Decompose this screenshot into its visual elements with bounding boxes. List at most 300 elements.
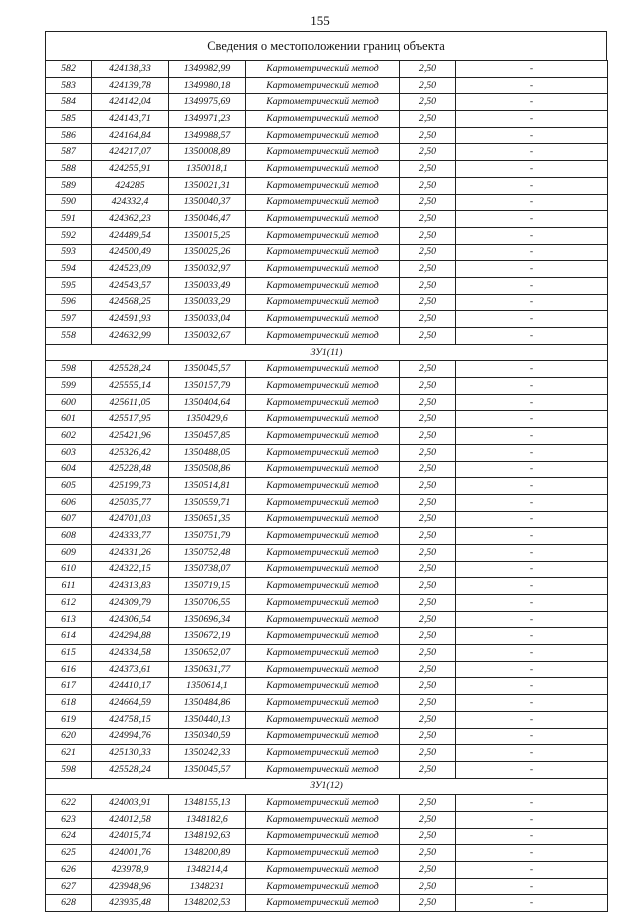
description-cell: - xyxy=(456,695,608,712)
y-coordinate-cell: 1350032,97 xyxy=(169,261,246,278)
method-cell: Картометрический метод xyxy=(246,761,400,778)
table-row xyxy=(46,361,608,378)
x-coordinate-cell: 425130,33 xyxy=(92,745,169,762)
accuracy-cell: 2,50 xyxy=(400,561,456,578)
accuracy-cell: 2,50 xyxy=(400,895,456,912)
y-coordinate-cell: 1350021,31 xyxy=(169,177,246,194)
table-row xyxy=(46,144,608,161)
y-coordinate-cell: 1350631,77 xyxy=(169,661,246,678)
y-coordinate-cell: 1349982,99 xyxy=(169,61,246,78)
accuracy-cell: 2,50 xyxy=(400,444,456,461)
method-cell: Картометрический метод xyxy=(246,177,400,194)
accuracy-cell: 2,50 xyxy=(400,761,456,778)
description-cell: - xyxy=(456,645,608,662)
method-cell: Картометрический метод xyxy=(246,378,400,395)
x-coordinate-cell: 423978,9 xyxy=(92,862,169,879)
y-coordinate-cell: 1350508,86 xyxy=(169,461,246,478)
method-cell: Картометрический метод xyxy=(246,611,400,628)
point-number-cell: 597 xyxy=(46,311,92,328)
method-cell: Картометрический метод xyxy=(246,578,400,595)
x-coordinate-cell: 424001,76 xyxy=(92,845,169,862)
table-row xyxy=(46,795,608,812)
point-number-cell: 584 xyxy=(46,94,92,111)
accuracy-cell: 2,50 xyxy=(400,261,456,278)
accuracy-cell: 2,50 xyxy=(400,77,456,94)
table-row xyxy=(46,211,608,228)
y-coordinate-cell: 1349975,69 xyxy=(169,94,246,111)
y-coordinate-cell: 1350046,47 xyxy=(169,211,246,228)
method-cell: Картометрический метод xyxy=(246,728,400,745)
point-number-cell: 596 xyxy=(46,294,92,311)
y-coordinate-cell: 1348182,6 xyxy=(169,811,246,828)
y-coordinate-cell: 1350719,15 xyxy=(169,578,246,595)
table-row xyxy=(46,461,608,478)
method-cell: Картометрический метод xyxy=(246,478,400,495)
y-coordinate-cell: 1350018,1 xyxy=(169,161,246,178)
y-coordinate-cell: 1350738,07 xyxy=(169,561,246,578)
x-coordinate-cell: 424373,61 xyxy=(92,661,169,678)
method-cell: Картометрический метод xyxy=(246,561,400,578)
accuracy-cell: 2,50 xyxy=(400,661,456,678)
point-number-cell: 589 xyxy=(46,177,92,194)
accuracy-cell: 2,50 xyxy=(400,862,456,879)
accuracy-cell: 2,50 xyxy=(400,394,456,411)
accuracy-cell: 2,50 xyxy=(400,478,456,495)
x-coordinate-cell: 424003,91 xyxy=(92,795,169,812)
y-coordinate-cell: 1350340,59 xyxy=(169,728,246,745)
y-coordinate-cell: 1350033,29 xyxy=(169,294,246,311)
point-number-cell: 588 xyxy=(46,161,92,178)
point-number-cell: 590 xyxy=(46,194,92,211)
table-row xyxy=(46,378,608,395)
table-row xyxy=(46,161,608,178)
description-cell: - xyxy=(456,194,608,211)
point-number-cell: 599 xyxy=(46,378,92,395)
point-number-cell: 614 xyxy=(46,628,92,645)
accuracy-cell: 2,50 xyxy=(400,328,456,345)
description-cell: - xyxy=(456,678,608,695)
accuracy-cell: 2,50 xyxy=(400,878,456,895)
table-row xyxy=(46,328,608,345)
method-cell: Картометрический метод xyxy=(246,161,400,178)
y-coordinate-cell: 1350033,49 xyxy=(169,277,246,294)
accuracy-cell: 2,50 xyxy=(400,845,456,862)
table-row xyxy=(46,595,608,612)
method-cell: Картометрический метод xyxy=(246,511,400,528)
accuracy-cell: 2,50 xyxy=(400,61,456,78)
description-cell: - xyxy=(456,544,608,561)
y-coordinate-cell: 1349971,23 xyxy=(169,111,246,128)
y-coordinate-cell: 1350033,04 xyxy=(169,311,246,328)
x-coordinate-cell: 424015,74 xyxy=(92,828,169,845)
point-number-cell: 615 xyxy=(46,645,92,662)
group-label: ЗУ1(11) xyxy=(46,344,608,361)
x-coordinate-cell: 424362,23 xyxy=(92,211,169,228)
point-number-cell: 583 xyxy=(46,77,92,94)
table-row xyxy=(46,828,608,845)
description-cell: - xyxy=(456,611,608,628)
table-row xyxy=(46,294,608,311)
table-row xyxy=(46,511,608,528)
description-cell: - xyxy=(456,94,608,111)
accuracy-cell: 2,50 xyxy=(400,811,456,828)
method-cell: Картометрический метод xyxy=(246,461,400,478)
table-row xyxy=(46,77,608,94)
accuracy-cell: 2,50 xyxy=(400,494,456,511)
table-row xyxy=(46,878,608,895)
method-cell: Картометрический метод xyxy=(246,144,400,161)
table-row xyxy=(46,811,608,828)
accuracy-cell: 2,50 xyxy=(400,361,456,378)
point-number-cell: 593 xyxy=(46,244,92,261)
description-cell: - xyxy=(456,711,608,728)
point-number-cell: 582 xyxy=(46,61,92,78)
point-number-cell: 609 xyxy=(46,544,92,561)
point-number-cell: 586 xyxy=(46,127,92,144)
method-cell: Картометрический метод xyxy=(246,695,400,712)
accuracy-cell: 2,50 xyxy=(400,277,456,294)
x-coordinate-cell: 424334,58 xyxy=(92,645,169,662)
table-row xyxy=(46,277,608,294)
y-coordinate-cell: 1350429,6 xyxy=(169,411,246,428)
accuracy-cell: 2,50 xyxy=(400,461,456,478)
table-row xyxy=(46,61,608,78)
table-row xyxy=(46,711,608,728)
y-coordinate-cell: 1350404,64 xyxy=(169,394,246,411)
point-number-cell: 616 xyxy=(46,661,92,678)
description-cell: - xyxy=(456,394,608,411)
method-cell: Картометрический метод xyxy=(246,194,400,211)
point-number-cell: 600 xyxy=(46,394,92,411)
table-row xyxy=(46,578,608,595)
x-coordinate-cell: 424591,93 xyxy=(92,311,169,328)
x-coordinate-cell: 424143,71 xyxy=(92,111,169,128)
table-row xyxy=(46,761,608,778)
table-row xyxy=(46,862,608,879)
method-cell: Картометрический метод xyxy=(246,394,400,411)
accuracy-cell: 2,50 xyxy=(400,645,456,662)
description-cell: - xyxy=(456,144,608,161)
point-number-cell: 618 xyxy=(46,695,92,712)
y-coordinate-cell: 1350672,19 xyxy=(169,628,246,645)
point-number-cell: 610 xyxy=(46,561,92,578)
point-number-cell: 598 xyxy=(46,361,92,378)
point-number-cell: 601 xyxy=(46,411,92,428)
accuracy-cell: 2,50 xyxy=(400,678,456,695)
method-cell: Картометрический метод xyxy=(246,845,400,862)
x-coordinate-cell: 425035,77 xyxy=(92,494,169,511)
x-coordinate-cell: 424333,77 xyxy=(92,528,169,545)
description-cell: - xyxy=(456,461,608,478)
accuracy-cell: 2,50 xyxy=(400,578,456,595)
table-row xyxy=(46,845,608,862)
x-coordinate-cell: 424322,15 xyxy=(92,561,169,578)
table-row xyxy=(46,411,608,428)
x-coordinate-cell: 424994,76 xyxy=(92,728,169,745)
x-coordinate-cell: 424309,79 xyxy=(92,595,169,612)
description-cell: - xyxy=(456,211,608,228)
y-coordinate-cell: 1350157,79 xyxy=(169,378,246,395)
point-number-cell: 611 xyxy=(46,578,92,595)
accuracy-cell: 2,50 xyxy=(400,194,456,211)
accuracy-cell: 2,50 xyxy=(400,695,456,712)
description-cell: - xyxy=(456,361,608,378)
table-row xyxy=(46,645,608,662)
method-cell: Картометрический метод xyxy=(246,811,400,828)
method-cell: Картометрический метод xyxy=(246,745,400,762)
x-coordinate-cell: 425421,96 xyxy=(92,428,169,445)
point-number-cell: 627 xyxy=(46,878,92,895)
description-cell: - xyxy=(456,77,608,94)
method-cell: Картометрический метод xyxy=(246,828,400,845)
accuracy-cell: 2,50 xyxy=(400,227,456,244)
accuracy-cell: 2,50 xyxy=(400,745,456,762)
x-coordinate-cell: 425326,42 xyxy=(92,444,169,461)
point-number-cell: 619 xyxy=(46,711,92,728)
group-label: ЗУ1(12) xyxy=(46,778,608,795)
method-cell: Картометрический метод xyxy=(246,645,400,662)
description-cell: - xyxy=(456,528,608,545)
x-coordinate-cell: 424664,59 xyxy=(92,695,169,712)
x-coordinate-cell: 424568,25 xyxy=(92,294,169,311)
accuracy-cell: 2,50 xyxy=(400,628,456,645)
method-cell: Картометрический метод xyxy=(246,795,400,812)
coordinates-table-body xyxy=(46,61,608,912)
y-coordinate-cell: 1350652,07 xyxy=(169,645,246,662)
accuracy-cell: 2,50 xyxy=(400,411,456,428)
x-coordinate-cell: 424758,15 xyxy=(92,711,169,728)
method-cell: Картометрический метод xyxy=(246,211,400,228)
x-coordinate-cell: 424164,84 xyxy=(92,127,169,144)
description-cell: - xyxy=(456,294,608,311)
description-cell: - xyxy=(456,444,608,461)
y-coordinate-cell: 1350752,48 xyxy=(169,544,246,561)
accuracy-cell: 2,50 xyxy=(400,428,456,445)
method-cell: Картометрический метод xyxy=(246,361,400,378)
method-cell: Картометрический метод xyxy=(246,528,400,545)
accuracy-cell: 2,50 xyxy=(400,511,456,528)
y-coordinate-cell: 1350045,57 xyxy=(169,361,246,378)
accuracy-cell: 2,50 xyxy=(400,544,456,561)
point-number-cell: 598 xyxy=(46,761,92,778)
point-number-cell: 592 xyxy=(46,227,92,244)
x-coordinate-cell: 425228,48 xyxy=(92,461,169,478)
description-cell: - xyxy=(456,661,608,678)
table-row xyxy=(46,127,608,144)
point-number-cell: 626 xyxy=(46,862,92,879)
y-coordinate-cell: 1348200,89 xyxy=(169,845,246,862)
method-cell: Картометрический метод xyxy=(246,311,400,328)
x-coordinate-cell: 424217,07 xyxy=(92,144,169,161)
accuracy-cell: 2,50 xyxy=(400,611,456,628)
point-number-cell: 585 xyxy=(46,111,92,128)
x-coordinate-cell: 425555,14 xyxy=(92,378,169,395)
accuracy-cell: 2,50 xyxy=(400,144,456,161)
description-cell: - xyxy=(456,311,608,328)
description-cell: - xyxy=(456,127,608,144)
y-coordinate-cell: 1348155,13 xyxy=(169,795,246,812)
y-coordinate-cell: 1349980,18 xyxy=(169,77,246,94)
method-cell: Картометрический метод xyxy=(246,411,400,428)
page-number: 155 xyxy=(310,13,330,28)
point-number-cell: 620 xyxy=(46,728,92,745)
y-coordinate-cell: 1350032,67 xyxy=(169,328,246,345)
method-cell: Картометрический метод xyxy=(246,261,400,278)
table-row xyxy=(46,177,608,194)
x-coordinate-cell: 424632,99 xyxy=(92,328,169,345)
table-row xyxy=(46,528,608,545)
table-row xyxy=(46,745,608,762)
table-row xyxy=(46,394,608,411)
method-cell: Картометрический метод xyxy=(246,661,400,678)
description-cell: - xyxy=(456,578,608,595)
description-cell: - xyxy=(456,845,608,862)
description-cell: - xyxy=(456,728,608,745)
x-coordinate-cell: 423948,96 xyxy=(92,878,169,895)
y-coordinate-cell: 1350614,1 xyxy=(169,678,246,695)
y-coordinate-cell: 1350706,55 xyxy=(169,595,246,612)
description-cell: - xyxy=(456,862,608,879)
description-cell: - xyxy=(456,111,608,128)
table-row xyxy=(46,678,608,695)
table-row xyxy=(46,728,608,745)
method-cell: Картометрический метод xyxy=(246,862,400,879)
table-row xyxy=(46,261,608,278)
point-number-cell: 628 xyxy=(46,895,92,912)
method-cell: Картометрический метод xyxy=(246,711,400,728)
method-cell: Картометрический метод xyxy=(246,77,400,94)
table-row xyxy=(46,611,608,628)
x-coordinate-cell: 425528,24 xyxy=(92,761,169,778)
method-cell: Картометрический метод xyxy=(246,294,400,311)
method-cell: Картометрический метод xyxy=(246,227,400,244)
group-header-row xyxy=(46,344,608,361)
table-row xyxy=(46,478,608,495)
point-number-cell: 595 xyxy=(46,277,92,294)
x-coordinate-cell: 424255,91 xyxy=(92,161,169,178)
table-row xyxy=(46,227,608,244)
accuracy-cell: 2,50 xyxy=(400,595,456,612)
y-coordinate-cell: 1350651,35 xyxy=(169,511,246,528)
accuracy-cell: 2,50 xyxy=(400,111,456,128)
y-coordinate-cell: 1350015,25 xyxy=(169,227,246,244)
boundary-table-sheet xyxy=(45,31,607,912)
x-coordinate-cell: 424138,33 xyxy=(92,61,169,78)
table-row xyxy=(46,244,608,261)
x-coordinate-cell: 423935,48 xyxy=(92,895,169,912)
description-cell: - xyxy=(456,878,608,895)
accuracy-cell: 2,50 xyxy=(400,795,456,812)
y-coordinate-cell: 1350025,26 xyxy=(169,244,246,261)
y-coordinate-cell: 1350040,37 xyxy=(169,194,246,211)
description-cell: - xyxy=(456,478,608,495)
description-cell: - xyxy=(456,895,608,912)
table-row xyxy=(46,895,608,912)
point-number-cell: 604 xyxy=(46,461,92,478)
table-row xyxy=(46,544,608,561)
x-coordinate-cell: 424294,88 xyxy=(92,628,169,645)
point-number-cell: 587 xyxy=(46,144,92,161)
x-coordinate-cell: 424410,17 xyxy=(92,678,169,695)
x-coordinate-cell: 425517,95 xyxy=(92,411,169,428)
y-coordinate-cell: 1350696,34 xyxy=(169,611,246,628)
table-row xyxy=(46,311,608,328)
y-coordinate-cell: 1349988,57 xyxy=(169,127,246,144)
x-coordinate-cell: 424285 xyxy=(92,177,169,194)
y-coordinate-cell: 1350242,33 xyxy=(169,745,246,762)
point-number-cell: 622 xyxy=(46,795,92,812)
y-coordinate-cell: 1348231 xyxy=(169,878,246,895)
x-coordinate-cell: 424331,26 xyxy=(92,544,169,561)
y-coordinate-cell: 1348214,4 xyxy=(169,862,246,879)
point-number-cell: 558 xyxy=(46,328,92,345)
description-cell: - xyxy=(456,244,608,261)
accuracy-cell: 2,50 xyxy=(400,161,456,178)
method-cell: Картометрический метод xyxy=(246,111,400,128)
description-cell: - xyxy=(456,261,608,278)
table-row xyxy=(46,494,608,511)
x-coordinate-cell: 424012,58 xyxy=(92,811,169,828)
x-coordinate-cell: 424500,49 xyxy=(92,244,169,261)
table-row xyxy=(46,444,608,461)
x-coordinate-cell: 424543,57 xyxy=(92,277,169,294)
point-number-cell: 617 xyxy=(46,678,92,695)
description-cell: - xyxy=(456,328,608,345)
y-coordinate-cell: 1348202,53 xyxy=(169,895,246,912)
method-cell: Картометрический метод xyxy=(246,127,400,144)
method-cell: Картометрический метод xyxy=(246,878,400,895)
x-coordinate-cell: 424139,78 xyxy=(92,77,169,94)
x-coordinate-cell: 424306,54 xyxy=(92,611,169,628)
description-cell: - xyxy=(456,378,608,395)
x-coordinate-cell: 424701,03 xyxy=(92,511,169,528)
y-coordinate-cell: 1350488,05 xyxy=(169,444,246,461)
x-coordinate-cell: 424489,54 xyxy=(92,227,169,244)
accuracy-cell: 2,50 xyxy=(400,177,456,194)
point-number-cell: 607 xyxy=(46,511,92,528)
accuracy-cell: 2,50 xyxy=(400,828,456,845)
point-number-cell: 608 xyxy=(46,528,92,545)
x-coordinate-cell: 425528,24 xyxy=(92,361,169,378)
point-number-cell: 591 xyxy=(46,211,92,228)
point-number-cell: 612 xyxy=(46,595,92,612)
description-cell: - xyxy=(456,561,608,578)
y-coordinate-cell: 1350008,89 xyxy=(169,144,246,161)
accuracy-cell: 2,50 xyxy=(400,728,456,745)
description-cell: - xyxy=(456,745,608,762)
method-cell: Картометрический метод xyxy=(246,895,400,912)
point-number-cell: 625 xyxy=(46,845,92,862)
y-coordinate-cell: 1350045,57 xyxy=(169,761,246,778)
y-coordinate-cell: 1350514,81 xyxy=(169,478,246,495)
point-number-cell: 594 xyxy=(46,261,92,278)
method-cell: Картометрический метод xyxy=(246,444,400,461)
point-number-cell: 603 xyxy=(46,444,92,461)
description-cell: - xyxy=(456,511,608,528)
description-cell: - xyxy=(456,61,608,78)
x-coordinate-cell: 424332,4 xyxy=(92,194,169,211)
method-cell: Картометрический метод xyxy=(246,428,400,445)
point-number-cell: 623 xyxy=(46,811,92,828)
table-row xyxy=(46,661,608,678)
method-cell: Картометрический метод xyxy=(246,244,400,261)
accuracy-cell: 2,50 xyxy=(400,94,456,111)
description-cell: - xyxy=(456,161,608,178)
point-number-cell: 606 xyxy=(46,494,92,511)
accuracy-cell: 2,50 xyxy=(400,711,456,728)
accuracy-cell: 2,50 xyxy=(400,211,456,228)
x-coordinate-cell: 424523,09 xyxy=(92,261,169,278)
